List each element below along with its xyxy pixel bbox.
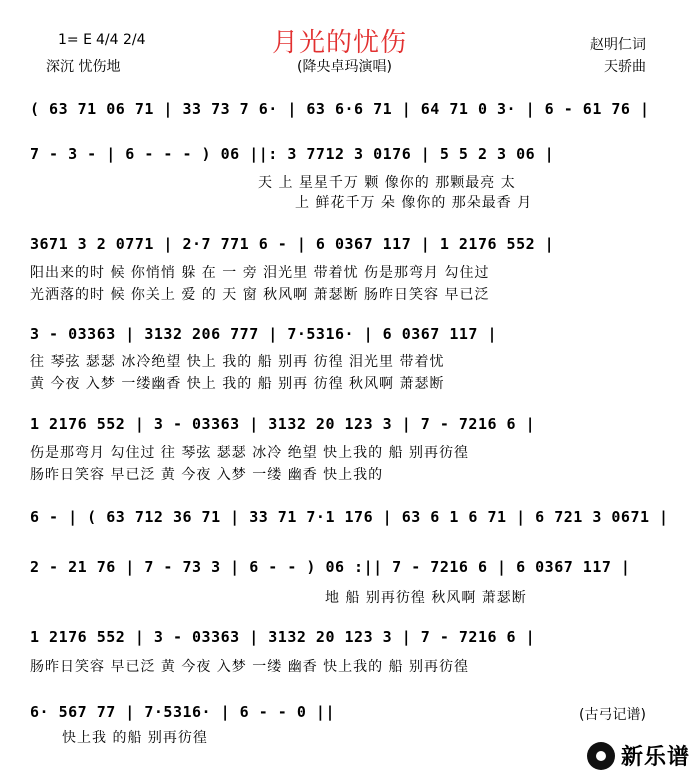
song-title: 月光的忧伤	[272, 28, 408, 58]
lyric-line-2b: 上 鲜花千万 朵 像你的 那朵最香 月	[295, 195, 533, 211]
lyric-line-3a: 阳出来的时 候 你悄悄 躲 在 一 旁 泪光里 带着忧 伤是那弯月 勾住过	[30, 265, 490, 281]
lyric-line-4b: 黄 今夜 入梦 一缕幽香 快上 我的 船 别再 彷徨 秋风啊 萧瑟断	[30, 376, 445, 392]
lyric-line-2a: 天 上 星星千万 颗 像你的 那颗最亮 太	[258, 175, 516, 191]
score-line-5: 1 2176 552 | 3 - 03363 | 3132 20 123 3 | 7 - 7216 6 |	[30, 415, 536, 433]
lyric-line-5b: 肠昨日笑容 早已泛 黄 今夜 入梦 一缕 幽香 快上我的	[30, 467, 384, 483]
score-line-7: 2 - 21 76 | 7 - 73 3 | 6 - - ) 06 :|| 7 - 7216 6 | 6 0367 117 |	[30, 558, 631, 576]
composer-credit: 天骄曲	[604, 59, 646, 75]
lyric-line-3b: 光洒落的时 候 你关上 爱 的 天 窗 秋风啊 萧瑟断 肠昨日笑容 早已泛	[30, 287, 490, 303]
score-line-9: 6· 567 77 | 7·5316· | 6 - - 0 ||	[30, 703, 335, 721]
score-line-3: 3671 3 2 0771 | 2·7 771 6 - | 6 0367 117 | 1 2176 552 |	[30, 235, 555, 253]
singer-subtitle: (降央卓玛演唱)	[297, 59, 392, 75]
score-line-1: ( 63 71 06 71 | 33 73 7 6· | 63 6·6 71 | 64 71 0 3· | 6 - 61 76 |	[30, 100, 650, 118]
site-logo	[587, 740, 690, 771]
lyric-line-7a: 地 船 别再彷徨 秋风啊 萧瑟断	[325, 590, 527, 606]
time-signature: 4/4 2/4	[96, 32, 146, 48]
transcriber-note: (古弓记谱)	[579, 707, 646, 723]
lyric-line-5a: 伤是那弯月 勾住过 往 琴弦 瑟瑟 冰冷 绝望 快上我的 船 别再彷徨	[30, 445, 470, 461]
score-line-2: 7 - 3 - | 6 - - - ) 06 ||: 3 7712 3 0176 | 5 5 2 3 06 |	[30, 145, 555, 163]
expression-mark: 深沉 忧伤地	[46, 59, 121, 75]
lyric-line-8a: 肠昨日笑容 早已泛 黄 今夜 入梦 一缕 幽香 快上我的 船 别再彷徨	[30, 659, 470, 675]
logo-text: 新乐谱	[620, 745, 690, 770]
lyric-line-4a: 往 琴弦 瑟瑟 冰冷绝望 快上 我的 船 别再 彷徨 泪光里 带着忧	[30, 354, 445, 370]
score-line-6: 6 - | ( 63 712 36 71 | 33 71 7·1 176 | 63 6 1 6 71 | 6 721 3 0671 |	[30, 508, 669, 526]
lyric-line-9a: 快上我 的船 别再彷徨	[62, 730, 208, 746]
key-signature: 1= E	[58, 32, 92, 48]
lyricist-credit: 赵明仁词	[590, 37, 646, 53]
score-line-4: 3 - 03363 | 3132 206 777 | 7·5316· | 6 0367 117 |	[30, 325, 498, 343]
score-line-8: 1 2176 552 | 3 - 03363 | 3132 20 123 3 | 7 - 7216 6 |	[30, 628, 536, 646]
music-disc-icon	[587, 742, 615, 770]
